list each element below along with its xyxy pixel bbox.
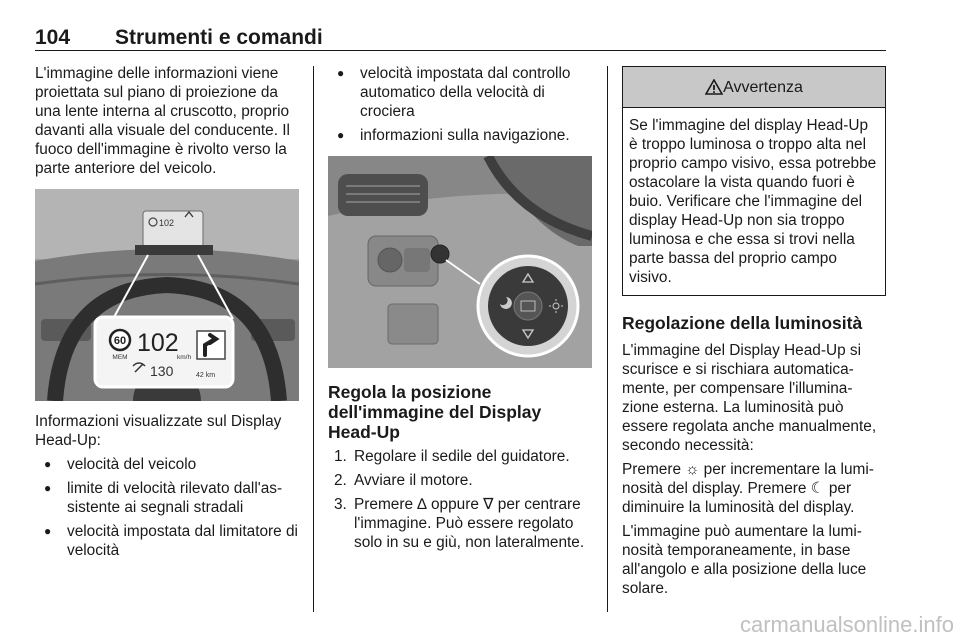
column-3 [622,64,886,598]
head-up-display-figure [35,189,299,401]
list-item: ● limite di velocità rilevato dall'as-sistente ai segnali stradali [35,479,299,517]
info-list [35,455,299,560]
list-item: 1. Regolare il sedile del guidatore. [334,448,570,465]
warning-box [622,66,886,296]
speed-value: 102 [137,329,179,357]
info-list-continued [328,64,594,145]
intro-paragraph: L'immagine delle informazioni viene proiettata sul piano di proiezione da una lente interna al cruscotto, proprio davanti alla visuale del conducente. Il fuoco dell'immagine è rivolto verso la parte anteriore del veicolo. [35,65,290,177]
cruise-speed-value: 130 [150,363,174,379]
warning-header [623,67,885,108]
info-heading: Informazioni visualizzate sul Display Head-Up: [35,413,282,449]
section-heading: Regolazione della luminosità [622,313,863,333]
page-title: Strumenti e comandi [115,26,323,49]
section-heading: Regola la posizione dell'immagine del Display Head-Up [328,382,542,442]
paragraph: L'immagine può aumentare la lumi-nosità temporaneamente, in base all'angolo e alla posizione della luce solare. [622,523,867,597]
warning-text: Se l'immagine del display Head-Up è troppo luminosa o troppo alta nel proprio campo visivo, essa potrebbe ostacolare la vista quando fuori è buio. Verificare che l'immagine del display Head-Up non sia troppo luminosa e che essa si trovi nella parte bassa del proprio campo visivo. [629,117,877,286]
column-divider [607,66,608,612]
warning-icon [705,79,723,95]
mini-speed: 102 [159,218,175,228]
list-item: ● informazioni sulla navigazione. [328,126,594,145]
page-header [35,26,886,51]
speed-unit: km/h [177,354,192,361]
list-item: 3. Premere ∆ oppure ∇ per centrare l'immagine. Può essere regolato solo in su e giù, non lateralmente. [334,496,585,551]
list-item: ● velocità del veicolo [35,455,299,474]
list-item: ● velocità impostata dal limitatore di velocità [35,522,299,560]
distance-value: 42 km [196,372,216,379]
page-number: 104 [35,26,71,49]
paragraph: Premere ☼ per incrementare la lumi-nosità del display. Premere ☾ per diminuire la luminosità del display. [622,461,874,516]
mem-label: MEM [112,354,128,361]
column-divider [313,66,314,612]
column-2 [328,64,594,552]
list-item: ● velocità impostata dal controllo automatico della velocità di crociera [328,64,594,121]
hud-control-figure [328,156,592,368]
steps-list [328,447,594,552]
warning-title: Avvertenza [723,78,803,96]
watermark: carmanualsonline.info [739,612,954,637]
column-1 [35,64,299,560]
speed-limit-value: 60 [113,335,127,347]
list-item: 2. Avviare il motore. [334,472,473,489]
paragraph: L'immagine del Display Head-Up si scurisce e si rischiara automatica-mente, per compensare l'illumina-zione esterna. La luminosità può essere regolata anche manualmente, secondo necessità: [622,342,877,454]
